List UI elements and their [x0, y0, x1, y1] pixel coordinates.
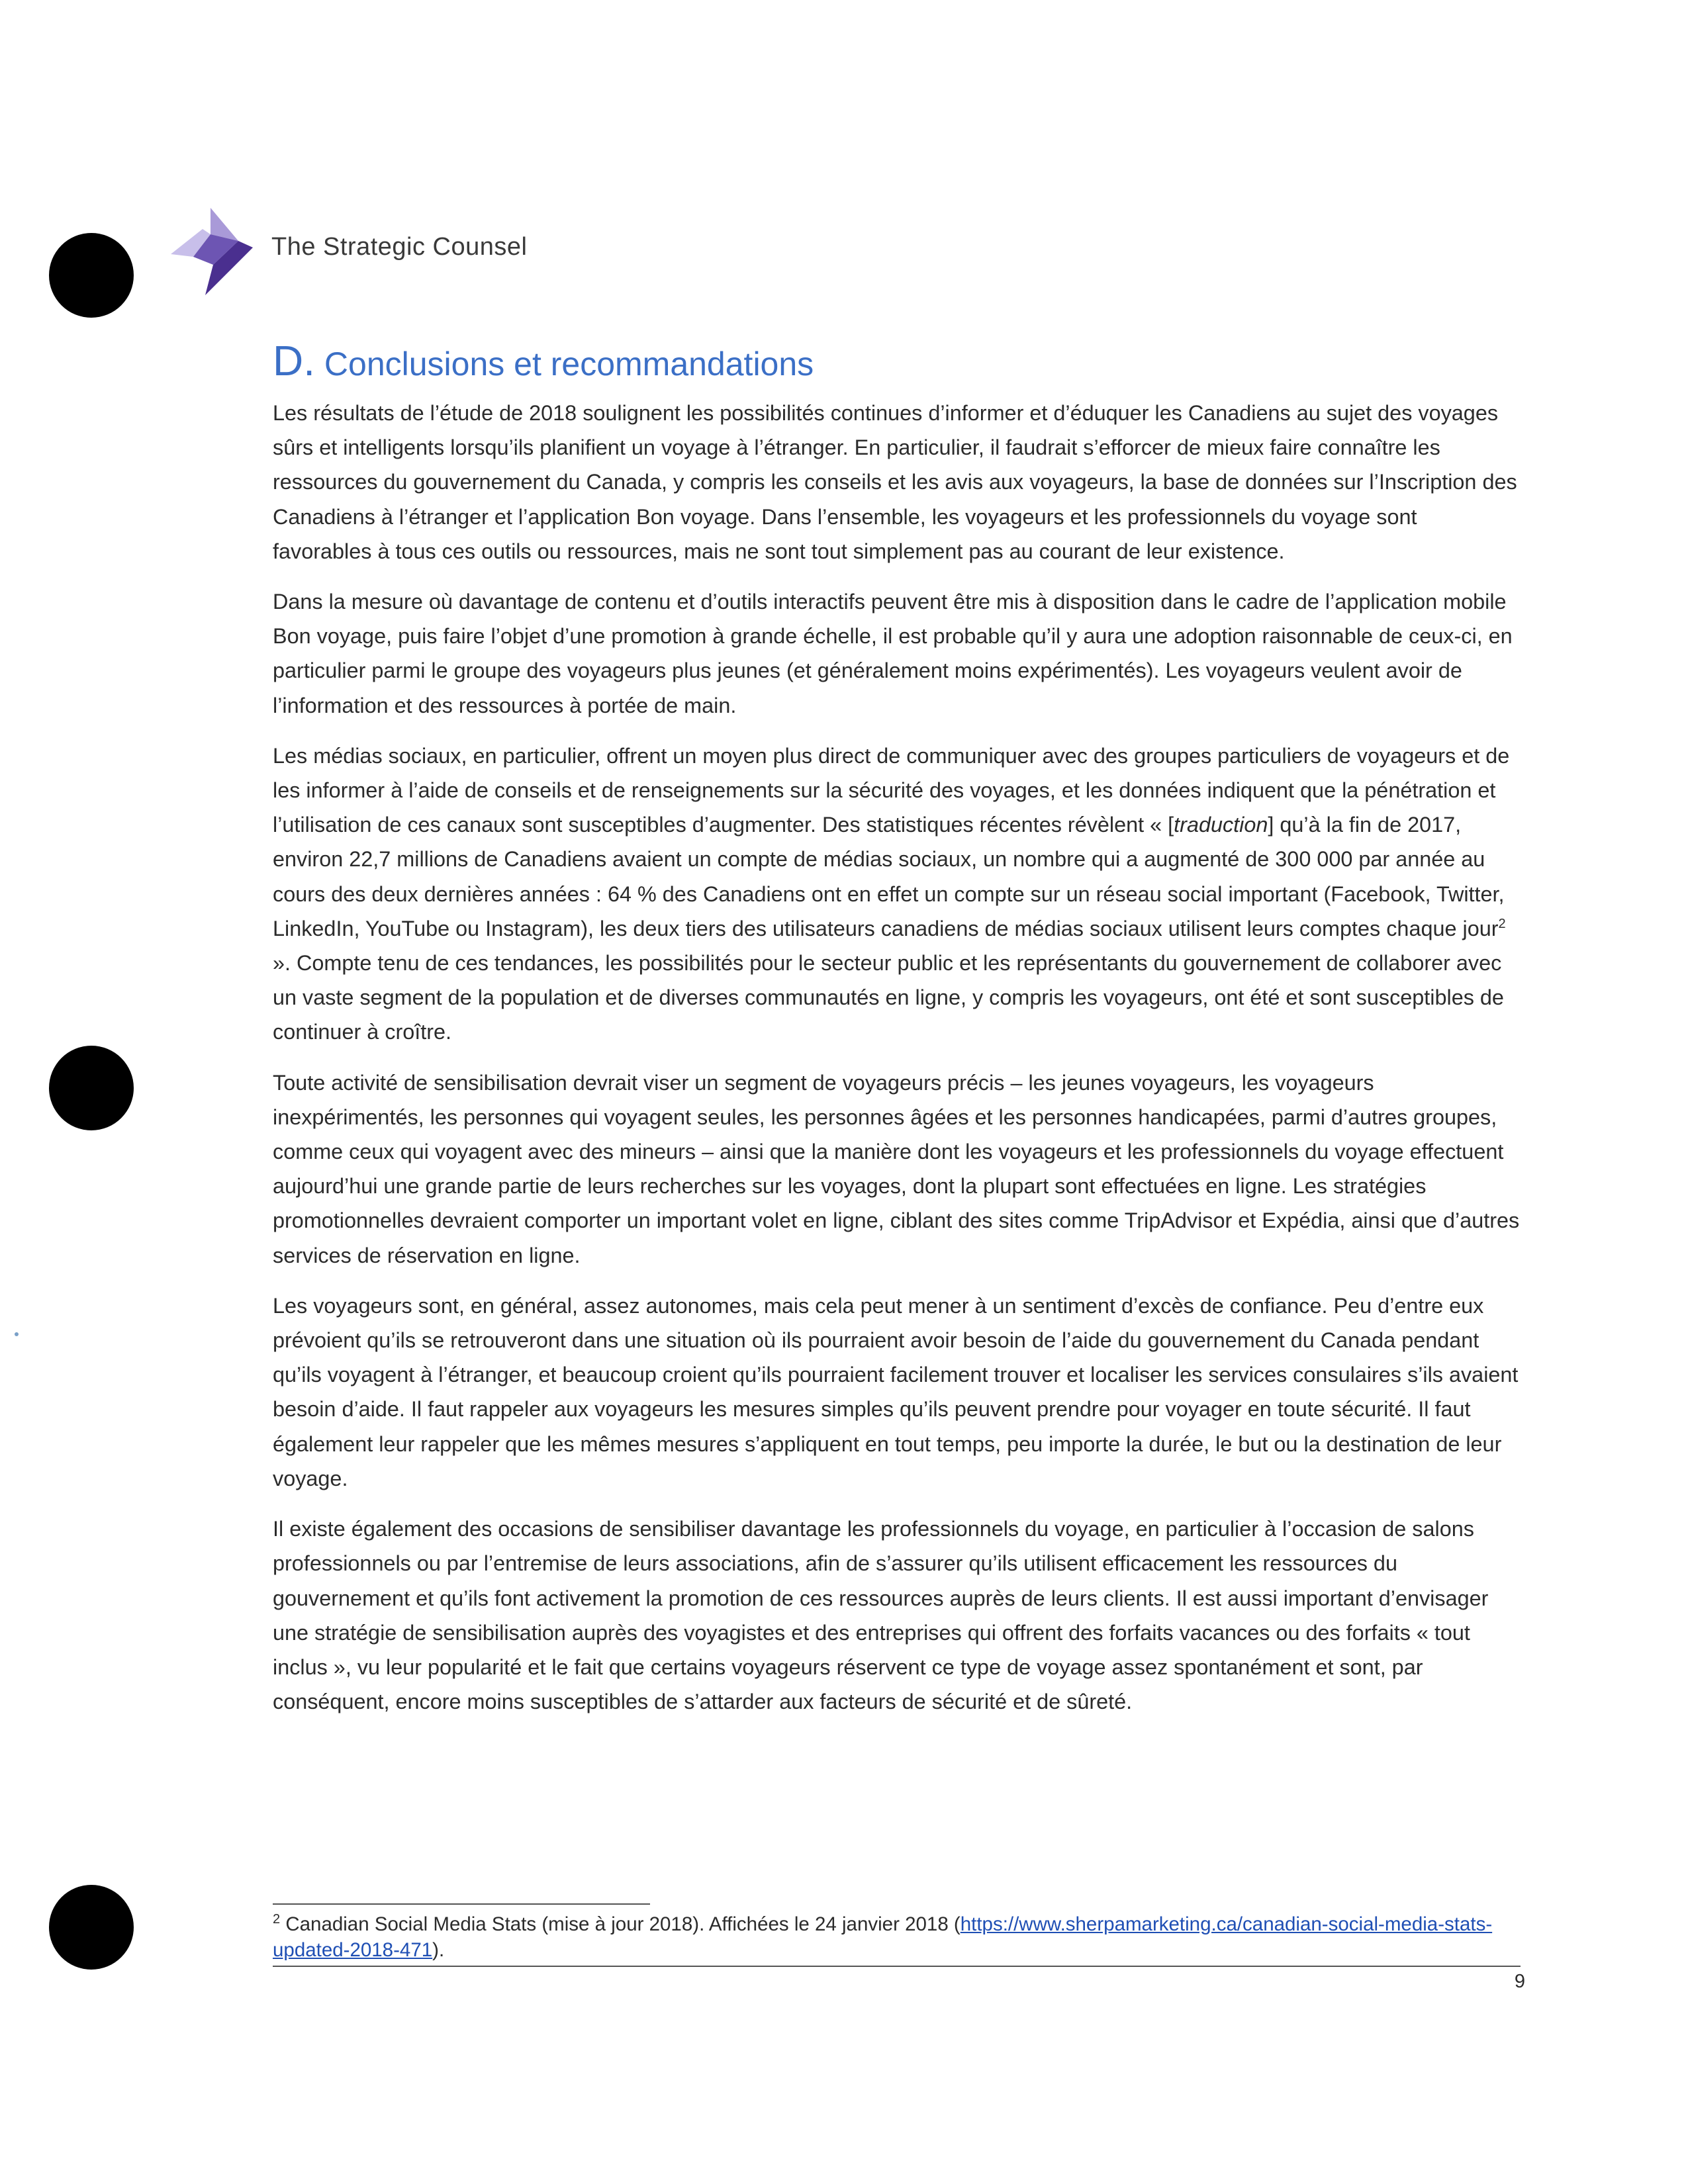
punch-hole-middle: [49, 1046, 134, 1130]
page-number: 9: [1514, 1971, 1525, 1992]
scan-speck: [15, 1332, 19, 1336]
page-header: [164, 204, 760, 296]
paragraph-4: Toute activité de sensibilisation devrait viser un segment de voyageurs précis – les jeunes voyageurs, les voyageurs inexpérimentés, les personnes qui voyagent seules, les personnes âgées et les personnes handicapées, parmi d’autres groupes, comme ceux qui voyagent avec des mineurs – ainsi que la manière dont les voyageurs et les professionnels du voyage effectuent aujourd’hui une grande partie de leurs recherches sur les voyages, dont la plupart sont effectuées en ligne. Les stratégies promotionnelles devraient comporter un important volet en ligne, ciblant des sites comme TripAdvisor et Expédia, ainsi que d’autres services de réservation en ligne.: [273, 1070, 1520, 1267]
paragraph-3: [273, 739, 1521, 1050]
paragraph-3-part-3: ». Compte tenu de ces tendances, les possibilités pour le secteur public et les représentants du gouvernement de collaborer avec un vaste segment de la population et de diverses communautés en ligne, y compris les voyageurs, ont été et sont susceptibles de continuer à croître.: [273, 951, 1504, 1044]
footer-rule: [273, 1966, 1521, 1967]
paragraph-6: Il existe également des occasions de sensibiliser davantage les professionnels du voyage, en particulier à l’occasion de salons professionnels ou par l’entremise de leurs associations, afin de s’assurer qu’ils utilisent efficacement les ressources du gouvernement et qu’ils font activement la promotion de ces ressources auprès de leurs clients. Il est aussi important d’envisager une stratégie de sensibilisation auprès des voyagistes et des entreprises qui offrent des forfaits vacances ou des forfaits « tout inclus », vu leur popularité et le fait que certains voyageurs réservent ce type de voyage assez spontanément et sont, par conséquent, encore moins susceptibles de s’attarder aux facteurs de sécurité et de sûreté.: [273, 1517, 1489, 1714]
footnote-text: Canadian Social Media Stats (mise à jour 2018). Affichées le 24 janvier 2018 (: [285, 1913, 961, 1935]
punch-hole-top: [49, 233, 134, 318]
footnote-closing: ).: [432, 1939, 445, 1961]
section-title-text: Conclusions et recommandations: [324, 345, 814, 383]
paragraph-5: Les voyageurs sont, en général, assez autonomes, mais cela peut mener à un sentiment d’excès de confiance. Peu d’entre eux prévoient qu’ils se retrouveront dans une situation où ils pourraient avoir besoin de l’aide du gouvernement du Canada pendant qu’ils voyagent à l’étranger, et beaucoup croient qu’ils pourraient facilement trouver et localiser les services consulaires s’ils avaient besoin d’aide. Il faut rappeler aux voyageurs les mesures simples qu’ils peuvent prendre pour voyager en toute sécurité. Il faut également leur rappeler que les mêmes mesures s’appliquent en tout temps, peu importe la durée, le but ou la destination de leur voyage.: [273, 1293, 1519, 1490]
footnote-separator: [273, 1903, 650, 1905]
paragraph-3-part-2: ] qu’à la fin de 2017, environ 22,7 millions de Canadiens avaient un compte de médias sociaux, un nombre qui a augmenté de 300 000 par année au cours des deux dernières années : 64 % des Canadiens ont en effet un compte sur un réseau social important (Facebook, Twitter, LinkedIn, YouTube ou Instagram), les deux tiers des utilisateurs canadiens de médias sociaux utilisent leurs comptes chaque jour: [273, 813, 1505, 940]
footnote-link[interactable]: https://www.sherpamarketing.ca/canadian-social-media-stats-updated-2018-471: [273, 1913, 1493, 1961]
company-name: The Strategic Counsel: [271, 233, 528, 261]
body-text: [273, 396, 1521, 1735]
paragraph-2: Dans la mesure où davantage de contenu et d’outils interactifs peuvent être mis à disposition dans le cadre de l’application mobile Bon voyage, puis faire l’objet d’une promotion à grande échelle, il est probable qu’il y aura une adoption raisonnable de ceux-ci, en particulier parmi le groupe des voyageurs plus jeunes (et généralement moins expérimentés). Les voyageurs veulent avoir de l’information et des ressources à portée de main.: [273, 590, 1513, 717]
punch-hole-bottom: [49, 1885, 134, 1970]
footnote-reference[interactable]: 2: [1498, 917, 1506, 932]
section-letter: D.: [273, 337, 315, 385]
translation-note: traduction: [1174, 813, 1268, 837]
paragraph-1: Les résultats de l’étude de 2018 soulignent les possibilités continues d’informer et d’éduquer les Canadiens au sujet des voyages sûrs et intelligents lorsqu’ils planifient un voyage à l’étranger. En particulier, il faudrait s’efforcer de mieux faire connaître les ressources du gouvernement du Canada, y compris les conseils et les avis aux voyageurs, la base de données sur l’Inscription des Canadiens à l’étranger et l’application Bon voyage. Dans l’ensemble, les voyageurs et les professionnels du voyage sont favorables à tous ces outils ou ressources, mais ne sont tout simplement pas au courant de leur existence.: [273, 401, 1517, 563]
section-heading: [273, 338, 814, 387]
footnote: [273, 1911, 1521, 1963]
footnote-number: 2: [273, 1912, 281, 1927]
strategic-counsel-logo-icon: [164, 204, 257, 296]
paragraph-3-part-1: Les médias sociaux, en particulier, offrent un moyen plus direct de communiquer avec des groupes particuliers de voyageurs et de les informer à l’aide de conseils et de renseignements sur la sécurité des voyages, et les données indiquent que la pénétration et l’utilisation de ces canaux sont susceptibles d’augmenter. Des statistiques récentes révèlent « [: [273, 743, 1510, 837]
